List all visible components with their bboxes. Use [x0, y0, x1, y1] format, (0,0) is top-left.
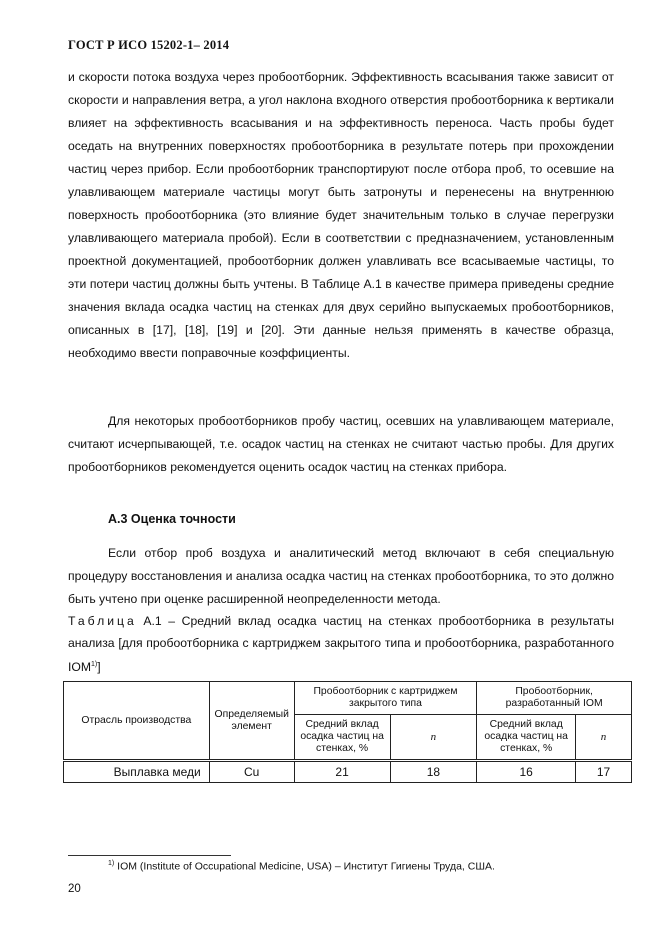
table-caption — [68, 610, 614, 678]
column-header-mean-2: Средний вклад осадка частиц на стенках, % — [477, 715, 576, 761]
table-caption-text: А.1 – Средний вклад осадка частиц на стенках пробоотборника в результаты анализа [для пробоотборника с картриджем закрытого типа и пробоотборника, разработанного IOM — [68, 614, 614, 675]
table-caption-close: ] — [97, 660, 101, 675]
footnote-mark: 1) — [108, 860, 115, 867]
body-paragraph-2: Для некоторых пробоотборников пробу частиц, осевших на улавливающем материале, считают исчерпывающей, т.е. осадок частиц на стенках не считают частью пробы. Для других пробоотборников рекомендуется оценить осадок частиц на стенках прибора. — [68, 414, 614, 474]
column-header-industry: Отрасль производства — [64, 682, 210, 761]
column-group-iom: Пробоотборник, разработанный IOM — [477, 682, 632, 715]
column-header-mean-1: Средний вклад осадка частиц на стенках, % — [294, 715, 390, 761]
document-header: ГОСТ Р ИСО 15202-1– 2014 — [68, 38, 230, 52]
footnote — [108, 860, 495, 873]
n-symbol: n — [600, 730, 607, 743]
column-header-n-2 — [576, 715, 632, 761]
n-symbol: n — [430, 730, 437, 743]
data-table — [63, 681, 632, 783]
table-caption-footnote-mark: 1) — [91, 661, 98, 668]
cell-g2-n: 17 — [576, 761, 632, 783]
cell-element: Cu — [209, 761, 294, 783]
cell-g2-mean: 16 — [477, 761, 576, 783]
section-heading: А.3 Оценка точности — [108, 512, 236, 526]
column-header-element: Определяемый элемент — [209, 682, 294, 761]
cell-industry: Выплавка меди — [64, 761, 210, 783]
page-number: 20 — [68, 883, 81, 895]
body-paragraph-1: и скорости потока воздуха через пробоотборник. Эффективность всасывания также зависит от скорости и направления ветра, а угол наклона входного отверстия пробоотборника к вертикали влияет на эффективность всасывания и на эффективность переноса. Часть пробы будет оседать на внутренних поверхностях пробоотборника в результате потерь при прохождении частиц через прибор. Если пробоотборник транспортируют после отбора проб, то осевшие на улавливающем материале частицы могут быть затронуты и перенесены на внутреннюю поверхность пробоотборника (это влияние будет значительным только в случае перегрузки улавливающего материала пробой). Если в соответствии с предназначением, установленным проектной документацией, пробоотборник должен улавливать все всасываемые частицы, то эти потери частиц должны быть учтены. В Таблице А.1 в качестве примера приведены средние значения вклада осадка частиц на стенках для двух серийно выпускаемых пробоотборников, описанных в [17], [18], [19] и [20]. Эти данные нельзя применять в качестве образца, необходимо ввести поправочные коэффициенты. — [68, 70, 614, 360]
footnote-divider — [68, 855, 231, 856]
body-paragraph-3: Если отбор проб воздуха и аналитический метод включают в себя специальную процедуру восстановления и анализа осадка частиц на стенках пробоотборника, то это должно быть учтено при оценке расширенной неопределенности метода. — [68, 546, 614, 606]
table-caption-label: Таблица — [68, 614, 137, 628]
cell-g1-n: 18 — [390, 761, 477, 783]
column-group-closed-cartridge: Пробоотборник с картриджем закрытого типа — [294, 682, 477, 715]
table-row — [64, 761, 632, 783]
cell-g1-mean: 21 — [294, 761, 390, 783]
footnote-text: IOM (Institute of Occupational Medicine, USA) – Институт Гигиены Труда, США. — [114, 860, 495, 873]
column-header-n-1 — [390, 715, 477, 761]
